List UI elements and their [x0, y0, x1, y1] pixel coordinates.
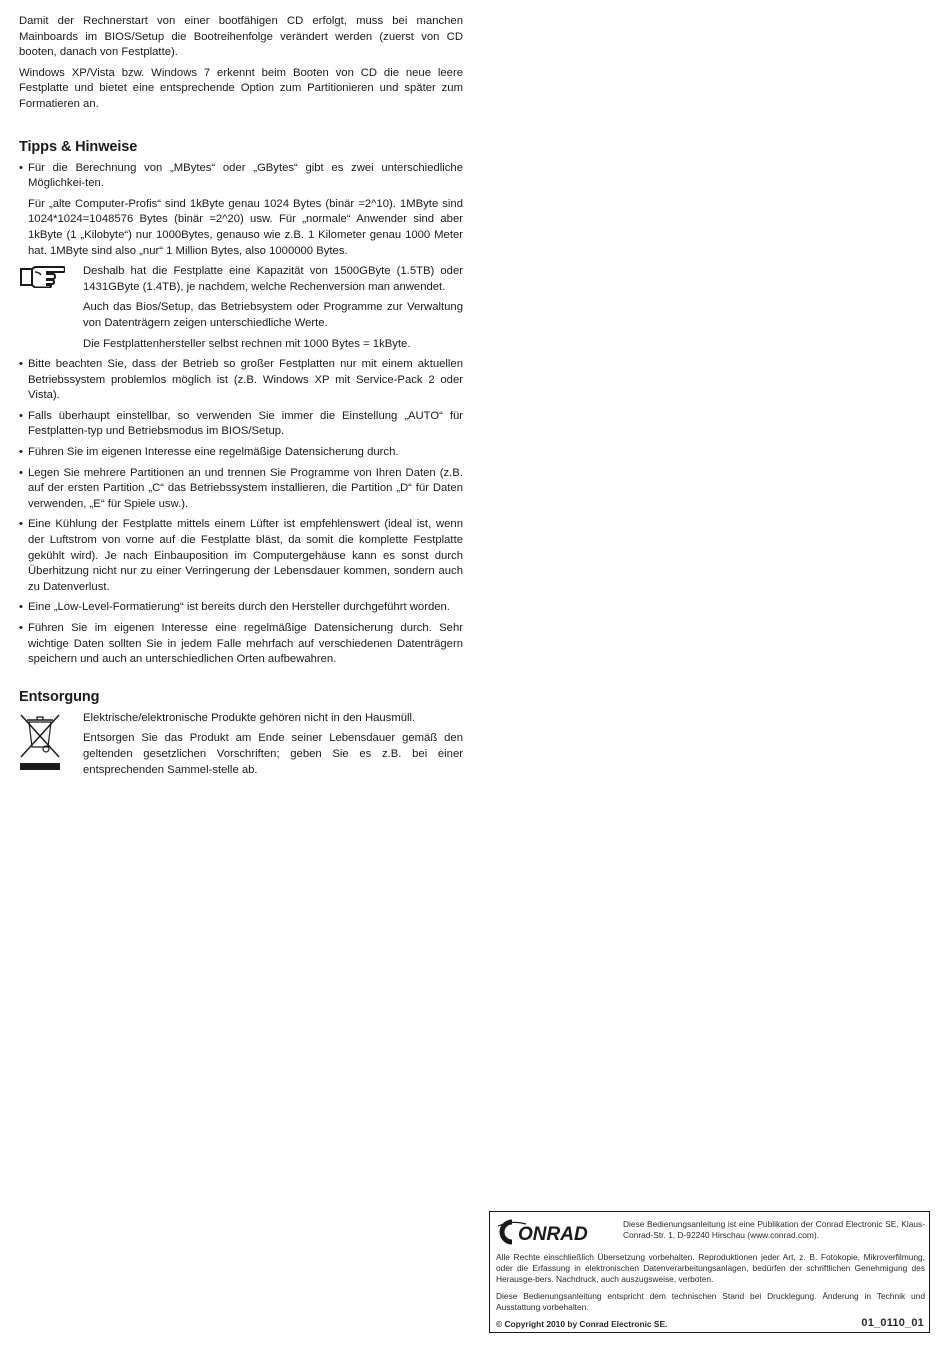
note-block: [19, 264, 463, 352]
byte-explanation: Für „alte Computer-Profis“ sind 1kByte genau 1024 Bytes (binär =2^10). 1MByte sind 1024*1024=1048576 Bytes (binär =2^20) usw. Für „normale“ Anwender sind aber 1kByte (1 „Kilobyte“) nur 1000Bytes, genauso wie z.B. 1 Kilometer genau 1000 Meter hat. 1MByte sind also „nur“ 1 Million Bytes, also 1000000 Bytes.: [28, 197, 463, 257]
technical-notice: Diese Bedienungsanleitung entspricht dem technischen Stand bei Drucklegung. Änderung in Technik und Ausstattung vorbehalten.: [496, 1291, 925, 1312]
rights-notice: Alle Rechte einschließlich Übersetzung vorbehalten. Reproduktionen jeder Art, z. B. Fotokopie, Mikroverfilmung, oder die Erfassung in elektronischen Datenverarbeitungsanlagen, bedürfen der schriftlichen Genehmigung des Herausge-bers. Nachdruck, auch auszugsweise, verboten.: [496, 1252, 925, 1284]
text-column: [19, 14, 463, 783]
list-item: • Legen Sie mehrere Partitionen an und trennen Sie Programme von Ihren Daten (z.B. auf der ersten Partition „C“ das Betriebssystem installieren, die Partition „D“ für Daten verwenden, „E“ für Spiele usw.).: [19, 466, 463, 513]
copyright: © Copyright 2010 by Conrad Electronic SE.: [496, 1319, 668, 1329]
list-item: • Falls überhaupt einstellbar, so verwenden Sie immer die Einstellung „AUTO“ für Festplatten-typ und Betriebsmodus im BIOS/Setup.: [19, 409, 463, 440]
tipps-list: [19, 161, 463, 192]
pointing-hand-icon: [19, 264, 65, 288]
note-manufacturer: Die Festplattenhersteller selbst rechnen mit 1000 Bytes = 1kByte.: [83, 337, 411, 350]
crossed-out-wheelie-bin-icon: [19, 711, 61, 771]
list-item: • Bitte beachten Sie, dass der Betrieb so großer Festplatten nur mit einem aktuellen Betriebssystem problemlos möglich ist (z.B. Windows XP mit Service-Pack 2 oder Vista).: [19, 357, 463, 404]
heading-entsorgung: Entsorgung: [19, 688, 100, 705]
tipps-list-continued: [19, 357, 463, 668]
disposal-text-regulations: Entsorgen Sie das Produkt am Ende seiner Lebensdauer gemäß den geltenden gesetzlichen Vorschriften; geben Sie es z.B. bei einer entsprechenden Sammel-stelle ab.: [83, 732, 463, 776]
intro-paragraph-boot-order: Damit der Rechnerstart von einer bootfähigen CD erfolgt, muss bei manchen Mainboards im BIOS/Setup die Bootreihenfolge verändert werden (zuerst von CD booten, danach von Festplatte).: [19, 15, 463, 59]
list-item: • Eine Kühlung der Festplatte mittels einem Lüfter ist empfehlenswert (ideal ist, wenn der Luftstrom von vorne auf die Festplatte bläst, da somit die komplette Festplatte gekühlt wird). Je nach Einbauposition im Computergehäuse kann es sonst durch Überhitzung nicht nur zu einer Verringerung der Lebensdauer kommen, sondern auch zu Datenverlust.: [19, 517, 463, 595]
note-bios: Auch das Bios/Setup, das Betriebsystem oder Programme zur Verwaltung von Datenträgern zeigen unterschiedliche Werte.: [83, 301, 463, 329]
conrad-logo: [496, 1218, 608, 1246]
imprint-box: [489, 1211, 930, 1333]
list-item: • Für die Berechnung von „MBytes“ oder „GBytes“ gibt es zwei unterschiedliche Möglichkei-ten.: [19, 161, 463, 192]
document-code: 01_0110_01: [861, 1317, 924, 1329]
list-item: • Eine „Low-Level-Formatierung“ ist bereits durch den Hersteller durchgeführt worden.: [19, 600, 463, 616]
note-capacity: Deshalb hat die Festplatte eine Kapazität von 1500GByte (1.5TB) oder 1431GByte (1.4TB), je nachdem, welche Rechenversion man anwendet.: [83, 265, 463, 293]
logo-wordmark: ONRAD: [518, 1224, 588, 1245]
list-item: • Führen Sie im eigenen Interesse eine regelmäßige Datensicherung durch.: [19, 445, 463, 461]
disposal-text-household: Elektrische/elektronische Produkte gehören nicht in den Hausmüll.: [83, 711, 416, 724]
disposal-block: [19, 711, 463, 778]
heading-tipps: Tipps & Hinweise: [19, 138, 138, 155]
intro-paragraph-windows: Windows XP/Vista bzw. Windows 7 erkennt beim Booten von CD die neue leere Festplatte und bietet eine entsprechende Option zum Partitionieren und später zum Formatieren an.: [19, 66, 463, 110]
publication-notice: Diese Bedienungsanleitung ist eine Publikation der Conrad Electronic SE, Klaus-Conrad-Str. 1, D-92240 Hirschau (www.conrad.com).: [623, 1219, 925, 1240]
list-item: • Führen Sie im eigenen Interesse eine regelmäßige Datensicherung durch. Sehr wichtige Daten sollten Sie in jedem Falle mehrfach auf verschiedenen Datenträgern speichern und auch an unterschiedlichen Orten aufbewahren.: [19, 621, 463, 668]
